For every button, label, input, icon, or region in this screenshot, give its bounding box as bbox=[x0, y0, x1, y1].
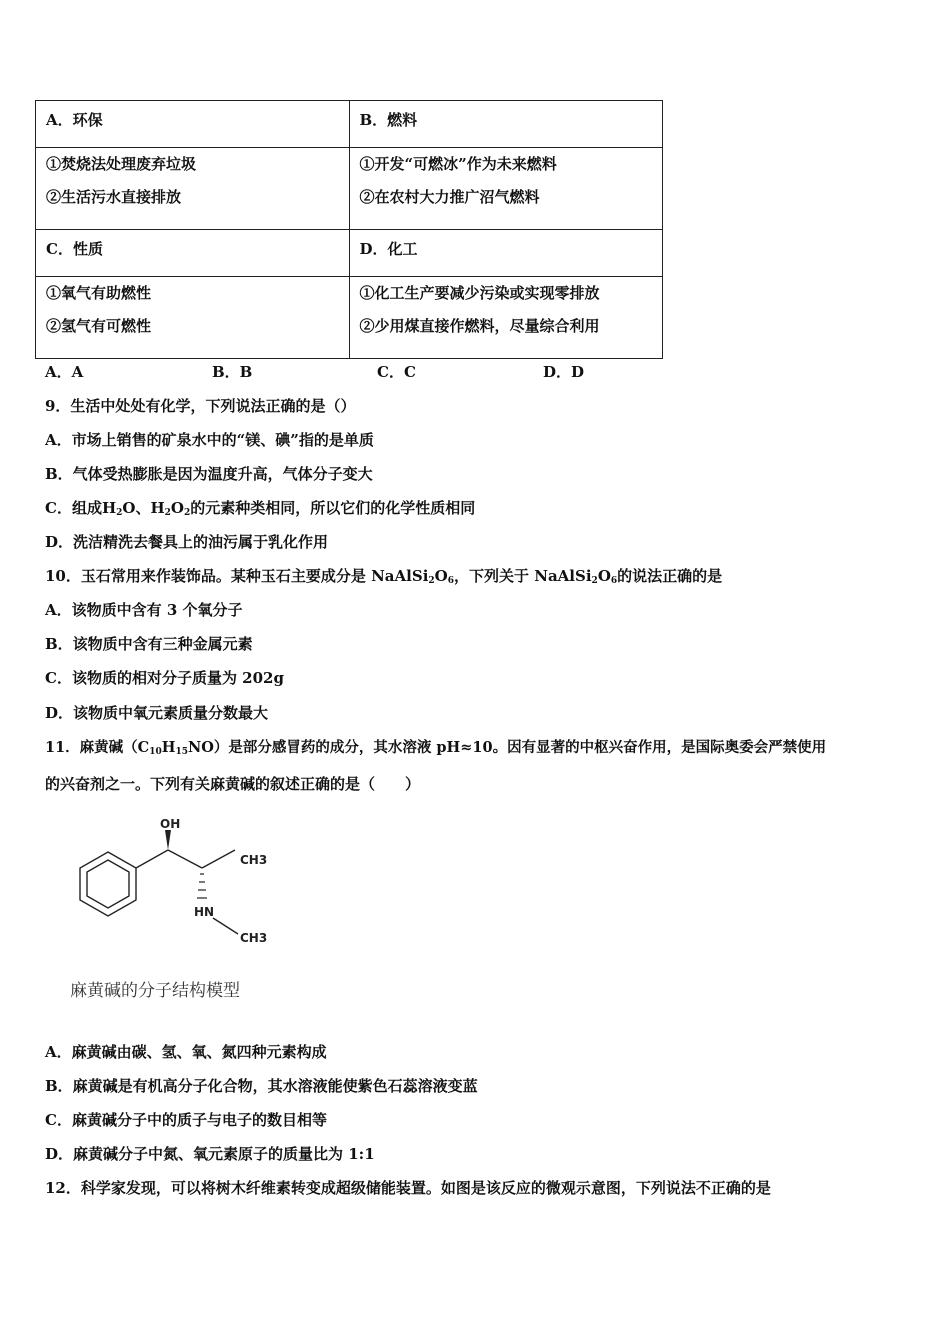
label-ch3-top: CH3 bbox=[240, 853, 268, 867]
cell-b-body bbox=[349, 148, 663, 230]
cell-a-item-1: ①焚烧法处理废弃垃圾 bbox=[46, 155, 197, 173]
q11-option-d: D．麻黄碱分子中氮、氧元素原子的质量比为 1:1 bbox=[45, 1145, 375, 1163]
q11-option-b: B．麻黄碱是有机高分子化合物，其水溶液能使紫色石蕊溶液变蓝 bbox=[45, 1077, 478, 1095]
q9-option-b: B．气体受热膨胀是因为温度升高，气体分子变大 bbox=[45, 465, 373, 483]
cell-c-body bbox=[36, 277, 350, 359]
cell-b-head: B．燃料 bbox=[349, 101, 663, 148]
cell-b-item-2: ②在农村大力推广沼气燃料 bbox=[359, 188, 540, 206]
cell-c-head: C．性质 bbox=[36, 230, 350, 277]
label-oh: OH bbox=[160, 817, 181, 831]
q8-choice-c: C．C bbox=[377, 363, 416, 381]
bond-c2-ch3 bbox=[202, 850, 235, 868]
q11-option-c: C．麻黄碱分子中的质子与电子的数目相等 bbox=[45, 1111, 327, 1129]
hash-bond-n bbox=[197, 874, 207, 898]
q8-choice-d: D．D bbox=[543, 363, 585, 381]
q9-option-a: A．市场上销售的矿泉水中的“镁、碘”指的是单质 bbox=[45, 431, 374, 449]
q8-choice-b: B．B bbox=[212, 363, 253, 381]
q11-stem-line2: 的兴奋剂之一。下列有关麻黄碱的叙述正确的是（ ） bbox=[45, 775, 421, 793]
q10-option-c: C．该物质的相对分子质量为 202g bbox=[45, 669, 284, 687]
q10-option-b: B．该物质中含有三种金属元素 bbox=[45, 635, 253, 653]
q8-choice-a: A．A bbox=[45, 363, 84, 381]
cell-c-item-1: ①氧气有助燃性 bbox=[46, 284, 152, 302]
label-hn: HN bbox=[194, 905, 215, 919]
q9-option-d: D．洗洁精洗去餐具上的油污属于乳化作用 bbox=[45, 533, 329, 551]
q12-stem: 12．科学家发现，可以将树木纤维素转变成超级储能装置。如图是该反应的微观示意图，下列说法不正确的是 bbox=[45, 1179, 771, 1197]
cell-d-item-2: ②少用煤直接作燃料，尽量综合利用 bbox=[359, 317, 600, 335]
cell-a-head: A．环保 bbox=[36, 101, 350, 148]
bond-ring-c1 bbox=[136, 850, 168, 868]
options-table bbox=[35, 100, 663, 359]
q11-option-a: A．麻黄碱由碳、氢、氧、氮四种元素构成 bbox=[45, 1043, 327, 1061]
cell-a-item-2: ②生活污水直接排放 bbox=[46, 188, 182, 206]
structure-caption: 麻黄碱的分子结构模型 bbox=[70, 981, 240, 1001]
q9-stem: 9．生活中处处有化学，下列说法正确的是（） bbox=[45, 397, 356, 415]
q10-stem: 10．玉石常用来作装饰品。某种玉石主要成分是 $NaAlSi_2O_6$，下列关于 $NaAlSi_2O_6$的说法正确的是 bbox=[45, 567, 723, 586]
q9-option-c: C．组成$H_2O$、$H_2O_2$的元素种类相同，所以它们的化学性质相同 bbox=[45, 499, 476, 518]
bond-c1-c2 bbox=[168, 850, 202, 868]
cell-a-body bbox=[36, 148, 350, 230]
cell-d-item-1: ①化工生产要减少污染或实现零排放 bbox=[359, 284, 600, 302]
ephedrine-structure-diagram bbox=[50, 812, 290, 962]
benzene-ring-inner bbox=[87, 860, 129, 908]
q10-option-a: A．该物质中含有 3 个氧分子 bbox=[45, 601, 243, 619]
q10-option-d: D．该物质中氧元素质量分数最大 bbox=[45, 704, 269, 722]
bond-n-ch3 bbox=[213, 918, 238, 934]
cell-c-item-2: ②氢气有可燃性 bbox=[46, 317, 152, 335]
cell-b-item-1: ①开发“可燃冰”作为未来燃料 bbox=[359, 155, 557, 173]
q11-stem-line1: 11．麻黄碱$(C_{10}H_{15}NO)$是部分感冒药的成分，其水溶液 pH≈10。因有显著的中枢兴奋作用，是国际奥委会严禁使用 bbox=[45, 739, 827, 757]
cell-d-body bbox=[349, 277, 663, 359]
wedge-bond-oh bbox=[165, 830, 171, 850]
cell-d-head: D．化工 bbox=[349, 230, 663, 277]
benzene-ring bbox=[80, 852, 136, 916]
label-ch3-bottom: CH3 bbox=[240, 931, 268, 945]
